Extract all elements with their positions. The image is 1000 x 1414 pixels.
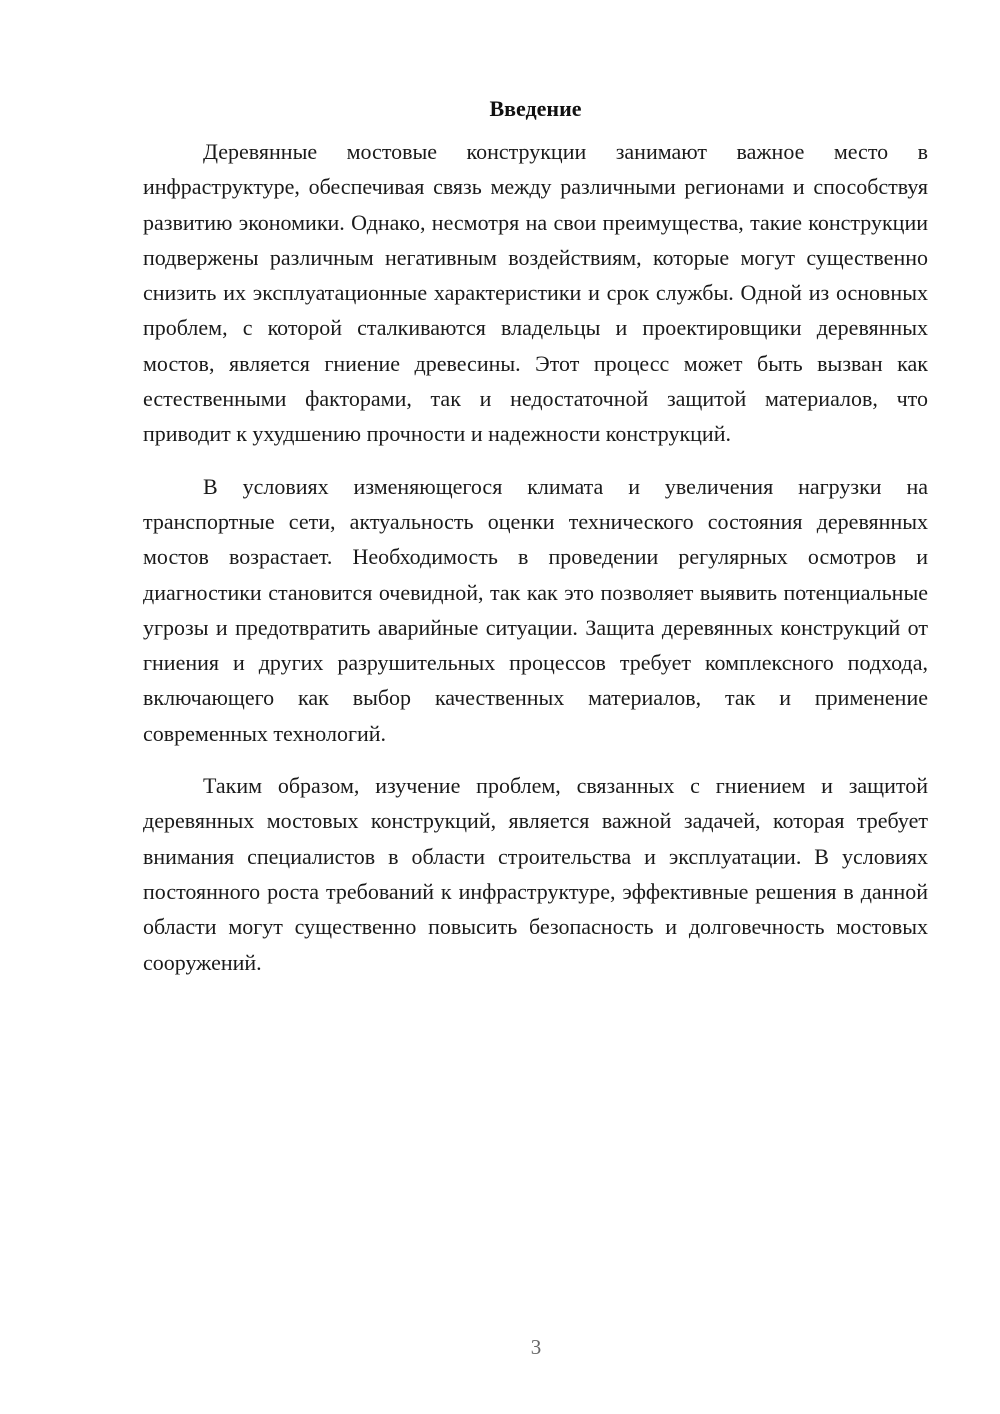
page-content (143, 94, 928, 997)
page-number: 3 (530, 1335, 542, 1359)
paragraph-2: В условиях изменяющегося климата и увеличения нагрузки на транспортные сети, актуальность оценки технического состояния деревянных мостов возрастает. Необходимость в проведении регулярных осмотров и диагностики становится очевидной, так как это позволяет выявить потенциальные угрозы и предотвратить аварийные ситуации. Защита деревянных конструкций от гниения и других разрушительных процессов требует комплексного подхода, включающего как выбор качественных материалов, так и применение современных технологий. (143, 473, 928, 746)
section-heading: Введение (489, 96, 582, 121)
paragraph-1: Деревянные мостовые конструкции занимают важное место в инфраструктуре, обеспечивая связь между различными регионами и способствуя развитию экономики. Однако, несмотря на свои преимущества, такие конструкции подвержены различным негативным воздействиям, которые могут существенно снизить их эксплуатационные характеристики и срок службы. Одной из основных проблем, с которой сталкиваются владельцы и проектировщики деревянных мостов, является гниение древесины. Этот процесс может быть вызван как естественными факторами, так и недостаточной защитой материалов, что приводит к ухудшению прочности и надежности конструкций. (143, 139, 928, 447)
paragraph-3: Таким образом, изучение проблем, связанных с гниением и защитой деревянных мостовых конструкций, является важной задачей, которая требует внимания специалистов в области строительства и эксплуатации. В условиях постоянного роста требований к инфраструктуре, эффективные решения в данной области могут существенно повысить безопасность и долговечность мостовых сооружений. (143, 773, 928, 975)
